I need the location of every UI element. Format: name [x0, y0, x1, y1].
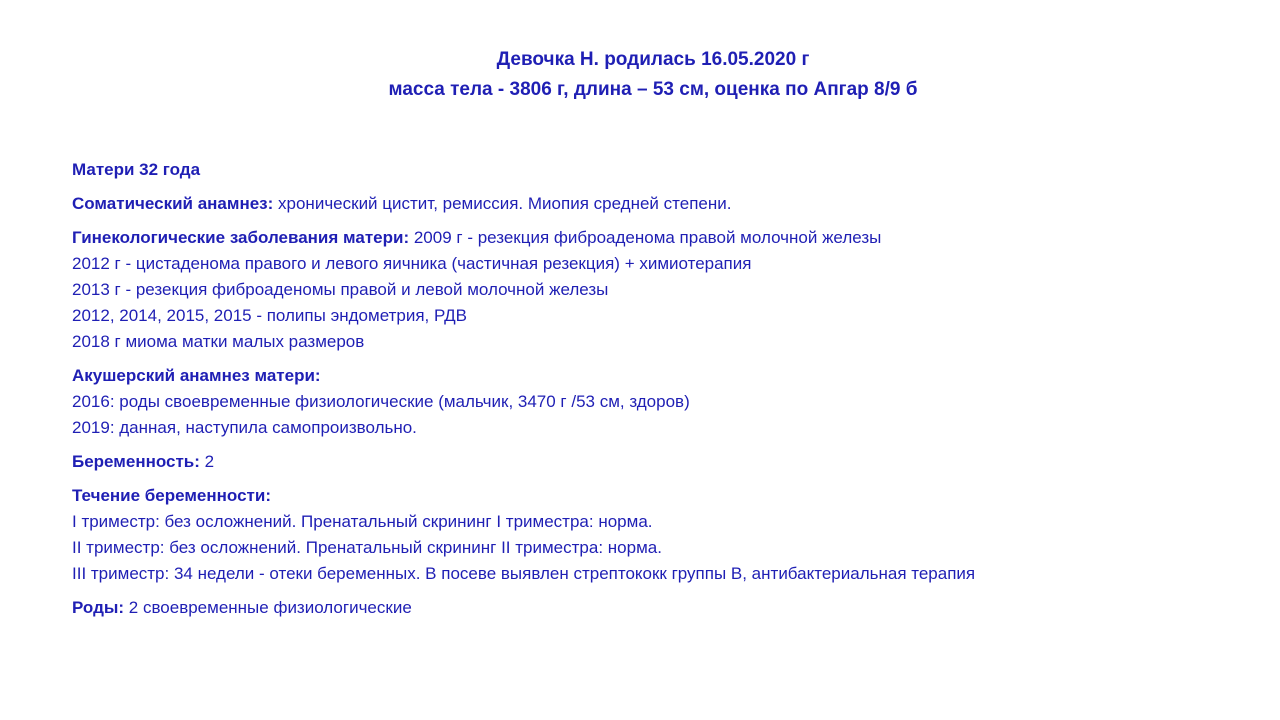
pregnancy-course [72, 483, 1252, 587]
course-line: III триместр: 34 недели - отеки беременных. В посеве выявлен стрептококк группы В, антибактериальная терапия [72, 564, 976, 583]
obstetric-line: 2016: роды своевременные физиологические (мальчик, 3470 г /53 см, здоров) [72, 392, 690, 411]
gyn-line: 2018 г миома матки малых размеров [72, 332, 365, 351]
slide-body [72, 157, 1252, 629]
mother-age: Матери 32 года [72, 160, 201, 179]
gyn-line: 2012 г - цистаденома правого и левого яичника (частичная резекция) + химиотерапия [72, 254, 752, 273]
obstetric-line: 2019: данная, наступила самопроизвольно. [72, 418, 417, 437]
gyn-first-line: 2009 г - резекция фиброаденома правой молочной железы [409, 228, 882, 247]
obstetric-history [72, 363, 1252, 441]
somatic-history [72, 191, 1252, 217]
gyn-label: Гинекологические заболевания матери: [72, 228, 410, 247]
slide-title [0, 45, 1280, 105]
title-line-measurements: масса тела - 3806 г, длина – 53 см, оценка по Апгар 8/9 б [388, 79, 918, 100]
pregnancy-count [72, 449, 1252, 475]
gynecological-history [72, 225, 1252, 355]
obstetric-label: Акушерский анамнез матери: [72, 366, 321, 385]
birth-text: 2 своевременные физиологические [124, 598, 412, 617]
gyn-line: 2013 г - резекция фиброаденомы правой и левой молочной железы [72, 280, 609, 299]
pregnancy-value: 2 [199, 452, 215, 471]
course-line: II триместр: без осложнений. Пренатальный скрининг II триместра: норма. [72, 538, 662, 557]
pregnancy-label: Беременность: [72, 452, 200, 471]
course-label: Течение беременности: [72, 486, 271, 505]
somatic-text: хронический цистит, ремиссия. Миопия средней степени. [273, 194, 732, 213]
title-line-birth: Девочка Н. родилась 16.05.2020 г [496, 49, 810, 70]
birth-label: Роды: [72, 598, 125, 617]
somatic-label: Соматический анамнез: [72, 194, 274, 213]
birth-info [72, 595, 1252, 621]
gyn-line: 2012, 2014, 2015, 2015 - полипы эндометрия, РДВ [72, 306, 468, 325]
course-line: I триместр: без осложнений. Пренатальный скрининг I триместра: норма. [72, 512, 653, 531]
